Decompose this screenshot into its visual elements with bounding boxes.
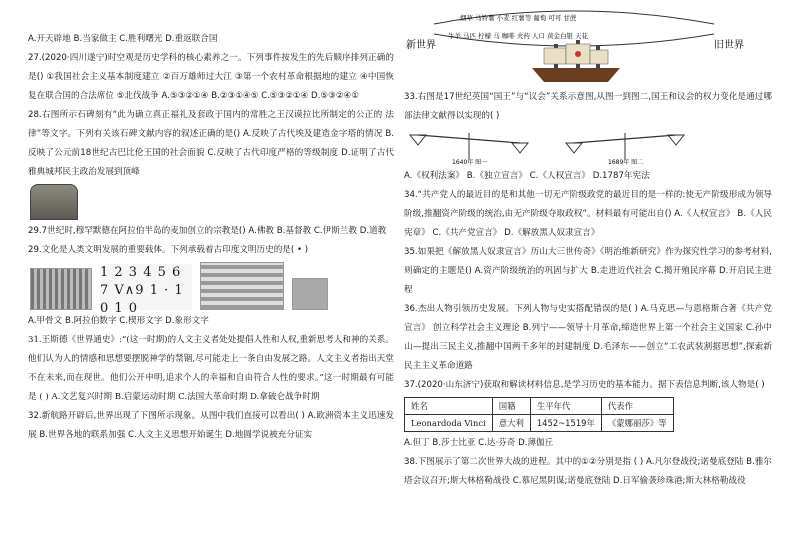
table-row: [405, 415, 674, 432]
table-header-cell: 姓名: [405, 398, 493, 415]
q26-options: A.开天辟地 B.当家做主 C.胜利曙光 D.重返联合国: [28, 34, 218, 44]
left-column: [28, 30, 394, 445]
numerals-image: 1 2 3 4 5 6 7 V∧9 1 · 1 0 1 0: [100, 264, 192, 310]
q29-options: A.甲骨文 B.阿拉伯数字 C.楔形文字 D.象形文字: [28, 316, 209, 326]
scale-one-label: 1640年 图一: [452, 159, 488, 165]
table-header-cell: 代表作: [601, 398, 673, 415]
person-info-table: [404, 397, 674, 432]
q33-options: A.《权利法案》 B.《独立宣言》 C.《人权宣言》 D.1787年宪法: [404, 171, 650, 181]
question-29a: 29.7世纪时,穆罕默德在阿拉伯半岛的麦加创立的宗教是() A.佛教 B.基督教 C.伊斯兰教 D.道教: [28, 226, 387, 236]
question-38: 38.下图展示了第二次世界大战的进程。其中的①②分别是指 ( ) A.凡尔登战役;诺曼底登陆 B.雅尔塔会议召开;斯大林格勒战役 C.慕尼黑阴谋;诺曼底登陆 D.日军偷袭珍珠港;斯大林格勒战役: [404, 457, 772, 486]
question-37: 37.(2020·山东济宁)获取和解读材料信息,是学习历史的基本能力。据下表信息判断,该人物是( ): [404, 380, 765, 390]
scale-figure-two: [560, 129, 690, 165]
new-world-label: 新世界: [406, 40, 436, 51]
ship-icon: [532, 40, 620, 82]
question-32: 32.新航路开辟后,世界出现了下图所示现象。从图中我们直接可以看出( ) A.欧洲资本主义迅速发展 B.世界各地的联系加强 C.人文主义思想开始诞生 D.地圆学说被充分证实: [28, 411, 394, 440]
scale-figure-one: [404, 129, 534, 165]
table-header-row: [405, 398, 674, 415]
table-header-cell: 生平年代: [530, 398, 601, 415]
question-33: 33.右图是17世纪英国“国王”与“议会”关系示意图,从图一到图二,国王和议会的权力变化是通过哪部法律文献得以实现的( ): [404, 92, 772, 121]
table-cell: 1452~1519年: [530, 415, 601, 432]
question-28: 28.右图所示石碑刻有“此为确立真正福礼及套政于国内的常胜之王汉谟拉比所制定的公正的 法律”等文字。下列有关该石碑文献内容的叙述正确的是() A.反映了古代埃及建造金字塔的情况 B.反映了公元前18世纪古巴比伦王国的社会面貌 C.反映了古代印度严格的等级制度 D.证明了古代雅典城邦民主政治发展到顶峰: [28, 110, 394, 177]
hieroglyph-image: [292, 278, 328, 310]
question-34: 34.“共产党人的最近目的是和其他一切无产阶级政党的最近目的是一样的:使无产阶级形成为领导阶级,推翻资产阶级的统治,由无产阶级夺取政权”。材料最有可能出自() A.《人权宣言》 B.《人民宪章》 C.《共产党宣言》 D.《解放黑人奴隶宣言》: [404, 190, 772, 238]
old-world-label: 旧世界: [714, 40, 744, 51]
top-goods: 烟草 马铃薯 小麦 红薯等 葡萄 可可 甘蔗: [460, 14, 577, 22]
bottom-goods: 牛羊 马匹 柠檬 马 咖啡 火药 人口 黄金白银 天花: [448, 32, 589, 40]
table-cell: 意大利: [492, 415, 530, 432]
question-35: 35.如果把《解放黑人奴隶宣言》历山大三世传奇》《明治维新研究》作为探究性学习的参考材料,则确定的主题是() A.资产阶级统治的巩固与扩大 B.走进近代社会 C.揭开殖民序幕 D.开启民主进程: [404, 247, 772, 295]
scripts-image-row: [30, 262, 394, 316]
hammurabi-stele-image: [30, 184, 78, 220]
right-column: [404, 88, 772, 491]
stone-relief-image: [200, 262, 284, 310]
q37-options: A.但丁 B.莎士比亚 C.达·芬奇 D.薄伽丘: [404, 438, 554, 448]
question-36: 36.杰出人物引领历史发展。下列人物与史实搭配错误的是( ) A.马克思—与恩格斯合著《共产党宣言》 创立科学社会主义理论 B.列宁——领导十月革命,缔造世界上第一个社会主义国家 C.孙中山—提出三民主义,推翻中国两千多年的封建制度 D.毛泽东——创立“工农武装割据思想”,探索新民主主义革命道路: [404, 304, 772, 371]
scales-figure: [404, 129, 772, 165]
table-cell: Leonardoda Vinci: [405, 415, 493, 432]
question-27: 27.(2020·四川遂宁)时空观是历史学科的核心素养之一。下列事件按发生的先后顺序排列正确的是() ①我国社会主义基本制度建立 ②百万雄师过大江 ③第一个农村革命根据地的建立 ④中国恢复在联合国的合法席位 ⑤北伐战争 A.⑤③②①④ B.②③①④⑤ C.⑤③②①④ D.⑤③②④①: [28, 53, 394, 101]
stele-image-row: [30, 184, 394, 220]
question-29b: 29.文化是人类文明发展的重要载体。下列承载着古印度文明历史的是( • ): [28, 245, 309, 255]
question-31: 31.王斯德《世界通史》:“(这一时期)的人文主义者处处提倡人性和人权,重新思考人和神的关系。他们认为人的情感和思想要摆脱神学的禁锢,尽可能走上一条自由发展之路。人文主义者指出天堂不在未来,而在现世。他们公开申明,追求个人的幸福和自由符合人性的要求。”这一时期最有可能是 ( ) A.文艺复兴时期 B.启蒙运动时期 C.法国大革命时期 D.拿破仑战争时期: [28, 335, 394, 402]
scale-two-label: 1689年 图二: [608, 159, 644, 165]
table-cell: 《蒙娜丽莎》等: [601, 415, 673, 432]
cuneiform-tablet-image: [30, 268, 92, 310]
columbian-exchange-map: [404, 0, 750, 88]
table-header-cell: 国籍: [492, 398, 530, 415]
